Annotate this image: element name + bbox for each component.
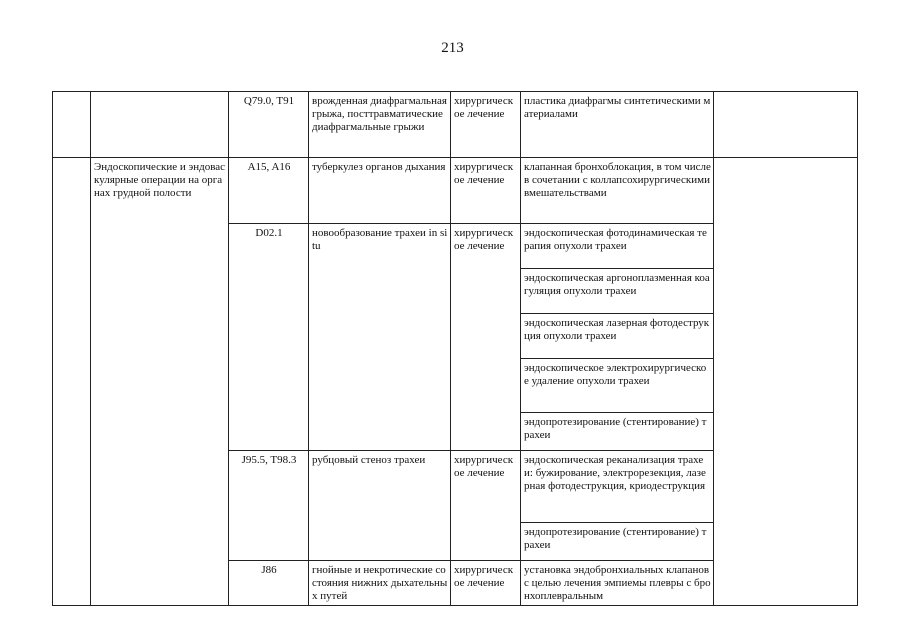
method-cell: эндопротезирование (стентирование) трахеи bbox=[521, 523, 714, 561]
method-cell: пластика диафрагмы синтетическими материалами bbox=[521, 92, 714, 158]
method-cell: эндоскопическая аргоноплазменная коагуляция опухоли трахеи bbox=[521, 269, 714, 314]
method-cell: эндопротезирование (стентирование) трахеи bbox=[521, 413, 714, 451]
code-cell: D02.1 bbox=[229, 224, 309, 451]
code-cell: Q79.0, T91 bbox=[229, 92, 309, 158]
diagnosis-cell: врожденная диафрагмальная грыжа, посттравматические диафрагмальные грыжи bbox=[309, 92, 451, 158]
number-cell bbox=[53, 158, 91, 606]
page-number: 213 bbox=[441, 40, 464, 56]
method-cell: эндоскопическое электрохирургическое удаление опухоли трахеи bbox=[521, 359, 714, 413]
method-cell: клапанная бронхоблокация, в том числе в сочетании с коллапсохирургическими вмешательствами bbox=[521, 158, 714, 224]
diagnosis-cell: рубцовый стеноз трахеи bbox=[309, 451, 451, 561]
diagnosis-cell: туберкулез органов дыхания bbox=[309, 158, 451, 224]
norm-cell bbox=[714, 92, 858, 158]
method-cell: установка эндобронхиальных клапанов с целью лечения эмпиемы плевры с бронхоплевральным bbox=[521, 561, 714, 606]
treatment-cell: хирургическое лечение bbox=[451, 224, 521, 451]
code-cell: A15, A16 bbox=[229, 158, 309, 224]
code-cell: J86 bbox=[229, 561, 309, 606]
treatment-cell: хирургическое лечение bbox=[451, 451, 521, 561]
table-row bbox=[53, 158, 858, 224]
treatment-cell: хирургическое лечение bbox=[451, 92, 521, 158]
treatment-cell: хирургическое лечение bbox=[451, 561, 521, 606]
group-name-cell: Эндоскопические и эндоваскулярные операции на органах грудной полости bbox=[91, 158, 229, 606]
table-row bbox=[53, 92, 858, 158]
method-cell: эндоскопическая реканализация трахеи: бужирование, электрорезекция, лазерная фотодеструкция, криодеструкция bbox=[521, 451, 714, 523]
method-cell: эндоскопическая лазерная фотодеструкция опухоли трахеи bbox=[521, 314, 714, 359]
method-cell: эндоскопическая фотодинамическая терапия опухоли трахеи bbox=[521, 224, 714, 269]
treatment-cell: хирургическое лечение bbox=[451, 158, 521, 224]
number-cell bbox=[53, 92, 91, 158]
diagnosis-cell: новообразование трахеи in situ bbox=[309, 224, 451, 451]
norm-cell bbox=[714, 158, 858, 606]
diagnosis-cell: гнойные и некротические состояния нижних дыхательных путей bbox=[309, 561, 451, 606]
code-cell: J95.5, T98.3 bbox=[229, 451, 309, 561]
procedures-table bbox=[52, 91, 858, 606]
group-cell bbox=[91, 92, 229, 158]
